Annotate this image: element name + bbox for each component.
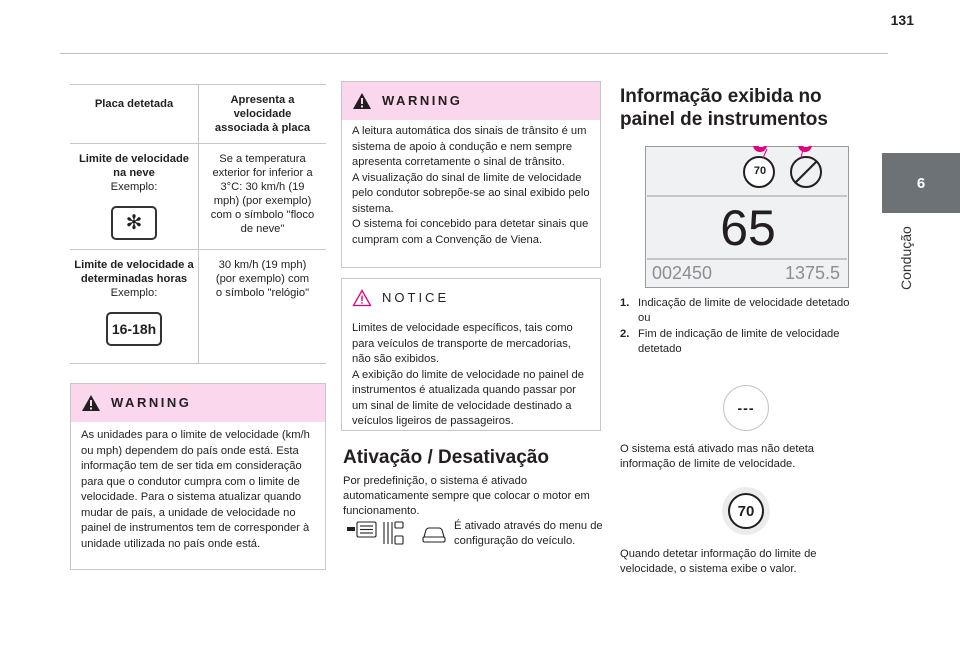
warning-triangle-icon <box>352 92 372 110</box>
notice-header <box>342 279 600 317</box>
notice-triangle-icon <box>352 289 372 307</box>
warning-title: WARNING <box>111 395 192 411</box>
speed-limit-sign-icon <box>722 487 770 535</box>
page-number: 131 <box>890 12 914 28</box>
screen-menu-icon <box>357 522 376 537</box>
list-number: 1. <box>620 297 630 309</box>
legend-list <box>620 296 860 358</box>
activation-menu-text: É ativado através do menu de configuração do veículo. <box>454 520 603 547</box>
odometer: 002450 <box>652 263 713 283</box>
example-label: Exemplo: <box>110 287 158 299</box>
speed-limit-sign-ring <box>728 493 764 529</box>
list-item <box>620 296 860 326</box>
activation-intro: Por predefinição, o sistema é ativado automaticamente sempre que colocar o motor em funcionamento. <box>343 475 590 517</box>
sign-label: Limite de velocidade a determinadas horas <box>74 259 194 285</box>
settings-menu-icon <box>384 522 403 544</box>
activation-heading: Ativação / Desativação <box>343 447 549 468</box>
warning-header <box>71 384 325 422</box>
table-header-row <box>70 84 326 144</box>
notice-title: NOTICE <box>382 290 450 306</box>
list-text: Fim de indicação de limite de velocidade detetado <box>638 328 840 355</box>
chapter-title: Condução <box>898 226 914 290</box>
example-label: Exemplo: <box>110 181 158 193</box>
table-row <box>70 144 326 250</box>
notice-box <box>341 278 601 431</box>
instrument-heading: Informação exibida no painel de instrumentos <box>620 86 828 130</box>
list-number: 2. <box>620 328 630 340</box>
notice-body <box>342 317 600 438</box>
notice-paragraph: Limites de velocidade específicos, tais como para veículos de transporte de mercadorias, não são exibidos. <box>352 322 573 365</box>
warning-paragraph: A leitura automática dos sinais de trânsito é um sistema de apoio à condução e nem sempre apresenta corretamente o sinal de trânsito. <box>352 125 587 168</box>
no-detect-text: O sistema está ativado mas não deteta informação de limite de velocidade. <box>620 443 815 470</box>
time-sign-icon: 16-18h <box>106 312 162 346</box>
warning-header <box>342 82 600 120</box>
trip-meter: 1375.5 <box>784 263 840 283</box>
instrument-cluster-display <box>645 139 849 288</box>
no-limit-sign-icon <box>723 385 769 431</box>
car-icon <box>423 528 445 542</box>
snowflake-sign-icon: ✻ <box>111 206 157 240</box>
sign-label: Limite de velocidade na neve <box>78 153 190 179</box>
warning-title: WARNING <box>382 93 463 109</box>
list-text: Indicação de limite de velocidade detetado ou <box>638 297 850 324</box>
table-header-sign: Placa detetada <box>94 98 174 110</box>
warning-text: As unidades para o limite de velocidade (km/h ou mph) dependem do país onde está. Esta informação tem de ser tida em consideração para que o condutor cumpra com o limite de velocidade. Para o sistema atualizar quando mudar de país, a unidade de velocidade no painel de instrumentos tem de corresponder à unidade utilizada no país onde está. <box>81 429 310 550</box>
table-cell-sign <box>70 250 198 363</box>
speed-limit-sign-text: 70 <box>737 502 755 520</box>
warning-triangle-icon <box>81 394 101 412</box>
notice-paragraph: A exibição do limite de velocidade no painel de instrumentos é atualizada quando passar por um sinal de limite de velocidade destinado a veículos ligeiros de passageiros. <box>352 368 584 427</box>
callout-1-label: 1 <box>758 139 764 150</box>
table-cell-description: Se a temperatura exterior for inferior a 3°C: 30 km/h (19 mph) (por exemplo) com o símbolo "floco de neve" <box>198 144 326 249</box>
warning-paragraph: O sistema foi concebido para detetar sinais que cumpram com a Convenção de Viena. <box>352 218 589 246</box>
table-cell-sign <box>70 144 198 249</box>
warning-units-box <box>70 383 326 570</box>
detect-text: Quando detetar informação do limite de velocidade, o sistema exibe o valor. <box>620 548 817 575</box>
sign-table <box>70 84 326 364</box>
warning-reading-box <box>341 81 601 268</box>
warning-paragraph: A visualização do sinal de limite de velocidade pelo condutor sobrepõe-se ao sinal exibido pelo sistema. <box>352 171 590 215</box>
cluster-limit-value: 70 <box>753 165 767 177</box>
callout-2-label: 2 <box>803 139 809 150</box>
no-limit-sign-text: --- <box>737 400 755 416</box>
table-cell-description: 30 km/h (19 mph) (por exemplo) com o símbolo "relógio" <box>198 250 326 363</box>
table-row <box>70 250 326 364</box>
table-header-speed: Apresenta a velocidade associada à placa <box>198 85 326 143</box>
current-speed: 65 <box>720 200 776 256</box>
list-item <box>620 327 860 357</box>
header-rule <box>60 53 888 54</box>
chapter-tab[interactable]: 6 <box>882 153 960 213</box>
menu-icons <box>346 519 448 547</box>
warning-body <box>342 120 600 256</box>
